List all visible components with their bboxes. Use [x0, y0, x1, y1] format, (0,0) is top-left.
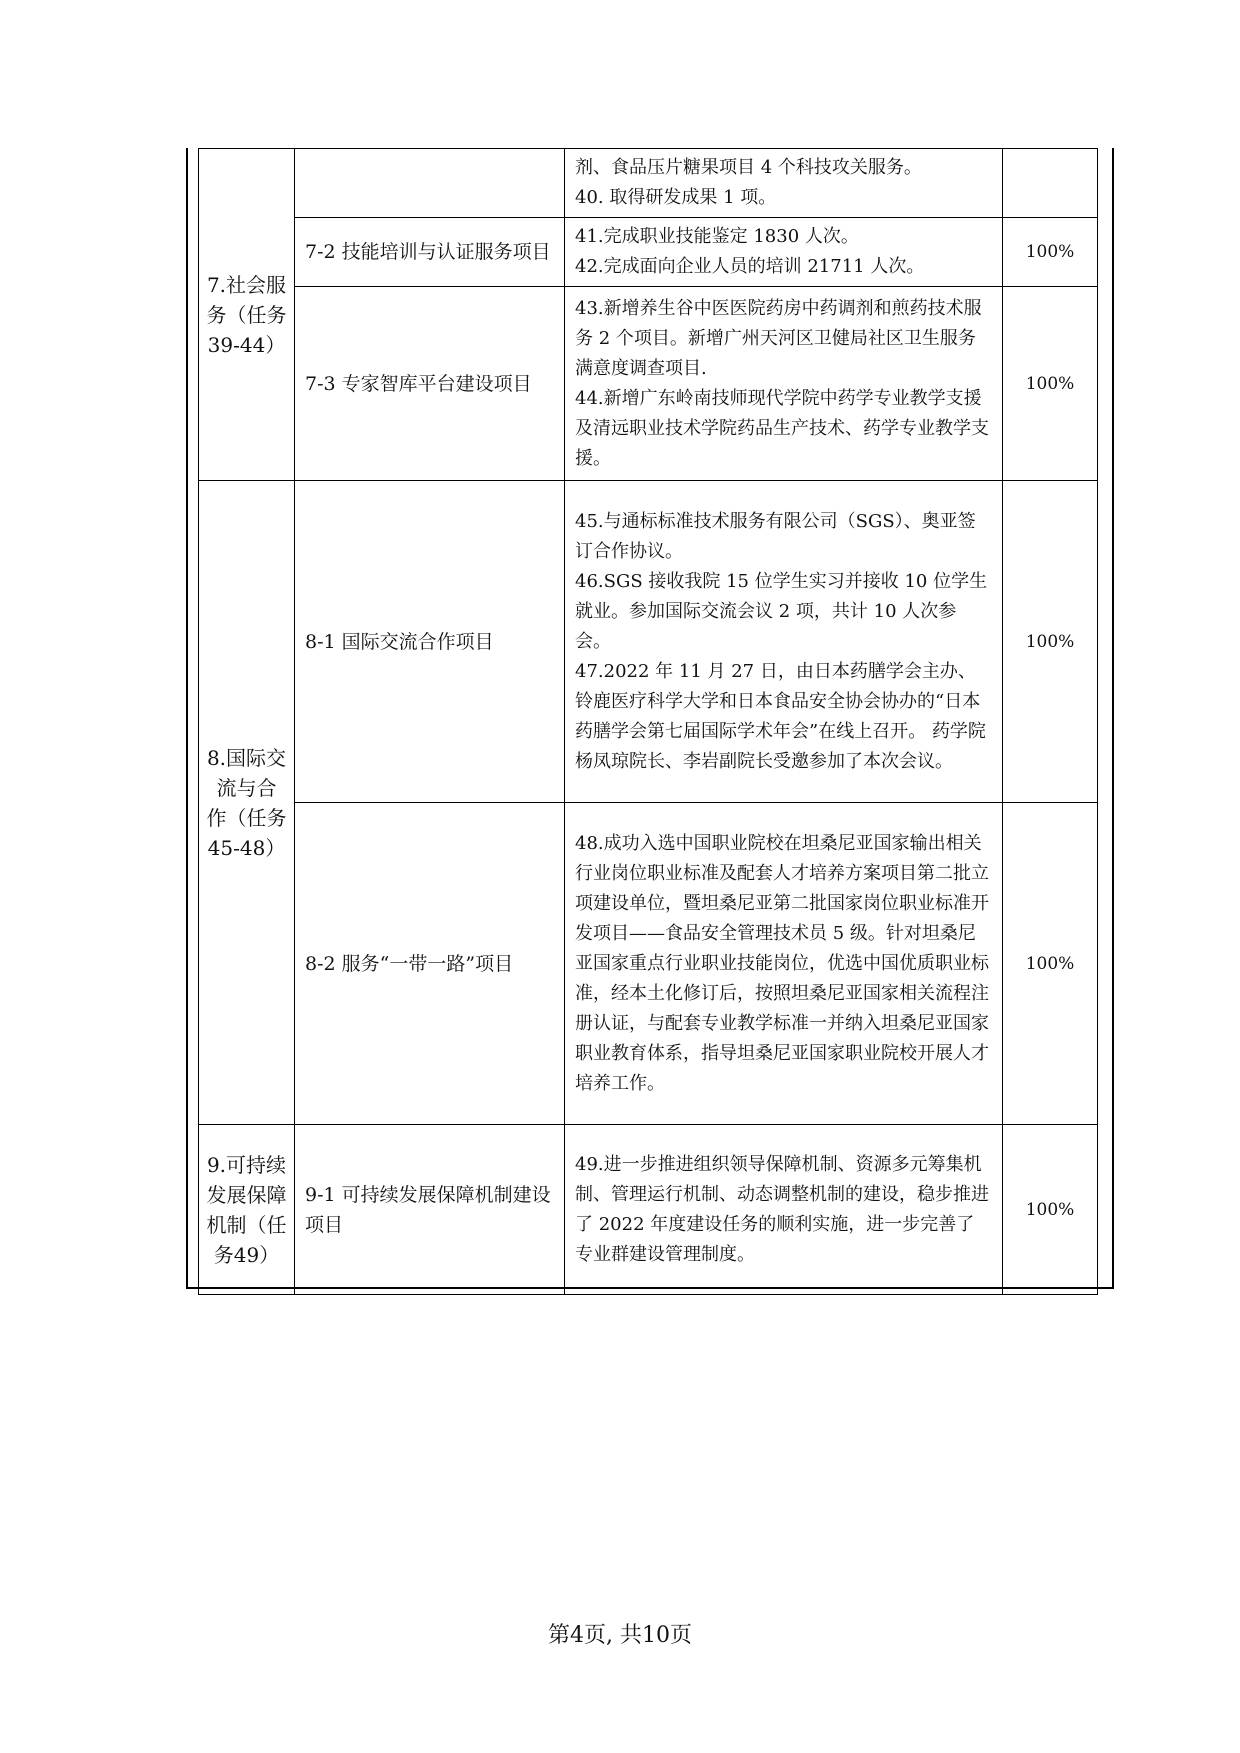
category-cell-7: 7.社会服 务（任务 39-44）: [199, 149, 295, 481]
table-row: [199, 1125, 1104, 1295]
content-line: 47.2022 年 11 月 27 日，由日本药膳学会主办、铃鹿医疗科学大学和日本食品安全协会协办的“日本药膳学会第七届国际学术年会”在线上召开。 药学院杨凤琼院长、李岩副院长受邀参加了本次会议。: [575, 660, 986, 772]
content-line: 剂、食品压片糖果项目 4 个科技攻关服务。: [575, 157, 922, 178]
page-number-footer: 第4页, 共10页: [548, 1623, 692, 1648]
content-cell: [565, 481, 1003, 803]
content-line: 49.进一步推进组织领导保障机制、资源多元筹集机制、管理运行机制、动态调整机制的建设，稳步推进了 2022 年度建设任务的顺利实施，进一步完善了专业群建设管理制度。: [575, 1153, 989, 1265]
table-row: [199, 287, 1104, 481]
project-cell: 8-1 国际交流合作项目: [295, 481, 565, 803]
project-cell: 8-2 服务“一带一路”项目: [295, 803, 565, 1125]
category-cell-9: 9.可持续发展保障机制（任务49）: [199, 1125, 295, 1295]
content-line: 43.新增养生谷中医医院药房中药调剂和煎药技术服务 2 个项目。新增广州天河区卫健局社区卫生服务满意度调查项目.: [575, 297, 982, 379]
completion-rate: 100%: [1003, 218, 1098, 287]
table-row: [199, 149, 1104, 218]
completion-rate: 100%: [1003, 287, 1098, 481]
task-completion-table: [198, 148, 1104, 1295]
content-line: 40. 取得研发成果 1 项。: [575, 187, 777, 208]
content-cell: [565, 287, 1003, 481]
content-line: 41.完成职业技能鉴定 1830 人次。: [575, 226, 859, 247]
table-margin-column: [1098, 149, 1104, 1295]
content-cell: [565, 218, 1003, 287]
content-line: 45.与通标标准技术服务有限公司（SGS）、奥亚签订合作协议。: [575, 510, 976, 562]
table-row: [199, 803, 1104, 1125]
content-line: 46.SGS 接收我院 15 位学生实习并接收 10 位学生就业。参加国际交流会议 2 项，共计 10 人次参会。: [575, 570, 988, 652]
content-cell: [565, 1125, 1003, 1295]
table-row: [199, 218, 1104, 287]
completion-rate: [1003, 149, 1098, 218]
project-cell: 9-1 可持续发展保障机制建设项目: [295, 1125, 565, 1295]
content-line: 42.完成面向企业人员的培训 21711 人次。: [575, 256, 925, 277]
project-cell: [295, 149, 565, 218]
content-line: 48.成功入选中国职业院校在坦桑尼亚国家输出相关行业岗位职业标准及配套人才培养方案项目第二批立项建设单位，暨坦桑尼亚第二批国家岗位职业标准开发项目——食品安全管理技术员 5 级。针对坦桑尼亚国家重点行业职业技能岗位，优选中国优质职业标准，经本土化修订后，按照坦桑尼亚国家相关流程注册认证，与配套专业教学标准一并纳入坦桑尼亚国家职业教育体系，指导坦桑尼亚国家职业院校开展人才培养工作。: [575, 832, 989, 1094]
completion-rate: 100%: [1003, 481, 1098, 803]
completion-rate: 100%: [1003, 803, 1098, 1125]
content-cell: [565, 149, 1003, 218]
project-cell: 7-3 专家智库平台建设项目: [295, 287, 565, 481]
table-row: [199, 481, 1104, 803]
category-cell-8: 8.国际交流与合 作（任务 45-48）: [199, 481, 295, 1125]
project-cell: 7-2 技能培训与认证服务项目: [295, 218, 565, 287]
content-cell: [565, 803, 1003, 1125]
completion-rate: 100%: [1003, 1125, 1098, 1295]
content-line: 44.新增广东岭南技师现代学院中药学专业教学支援及清远职业技术学院药品生产技术、药学专业教学支援。: [575, 387, 989, 469]
